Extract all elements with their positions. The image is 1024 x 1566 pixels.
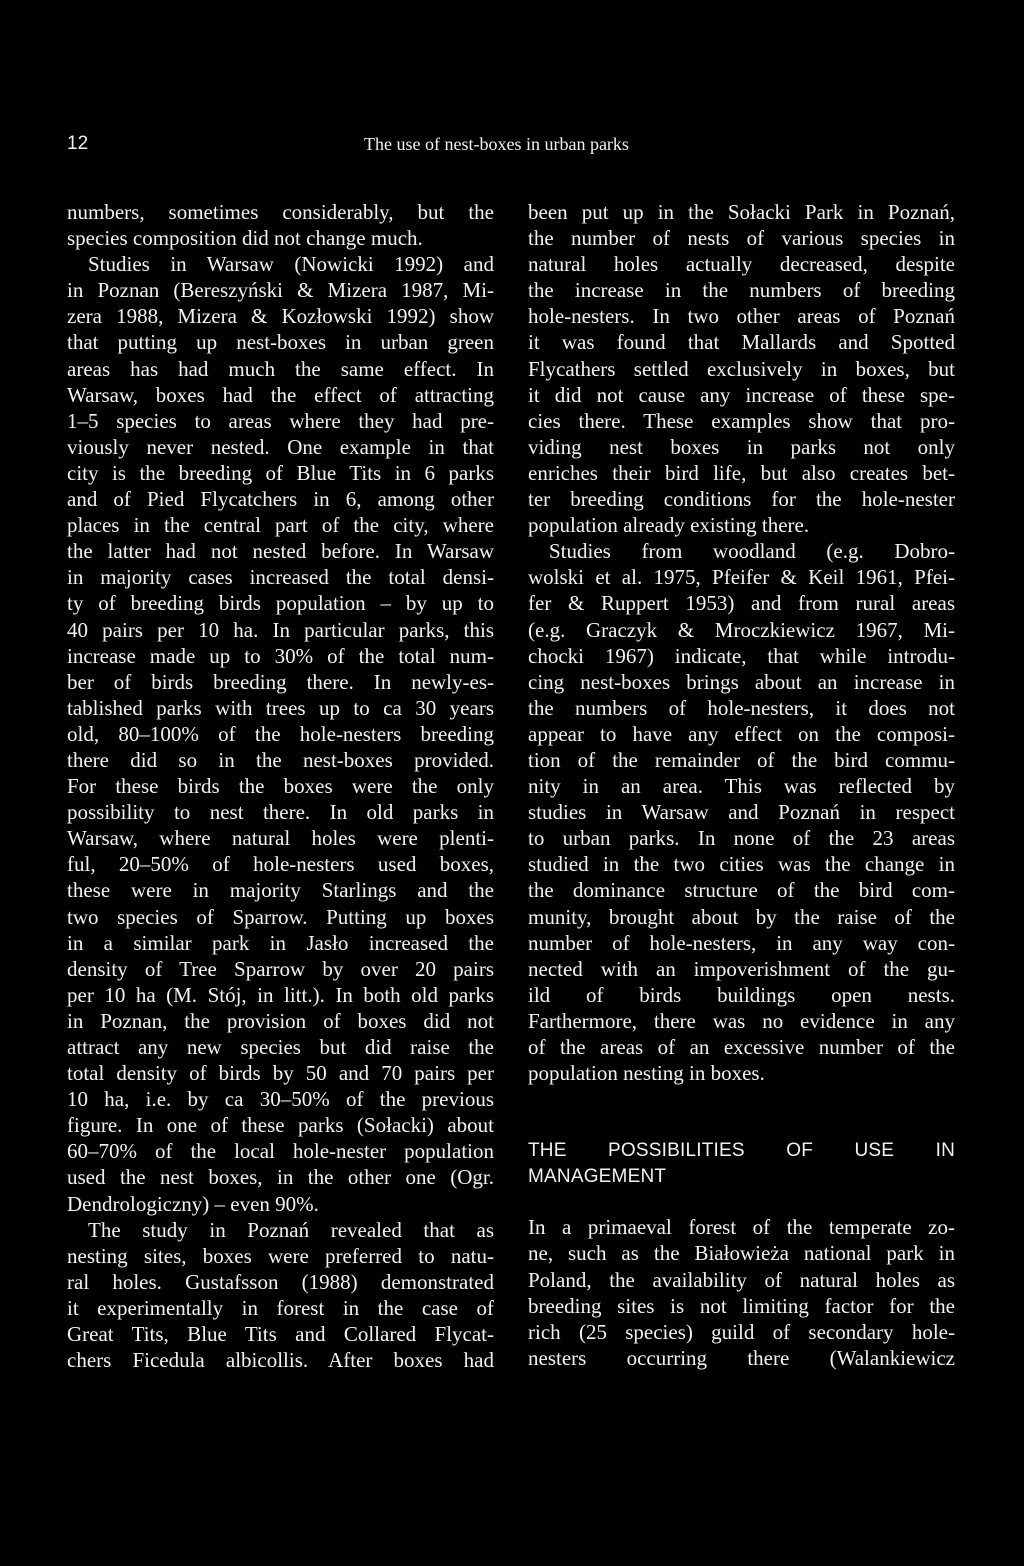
text-line: zera 1988, Mizera & Kozłowski 1992) show xyxy=(67,304,494,329)
text-line: species composition did not change much. xyxy=(67,226,423,251)
text-line: increase made up to 30% of the total num- xyxy=(67,643,494,668)
text-line: old, 80–100% of the hole-nesters breeding xyxy=(67,721,494,746)
text-line: studied in the two cities was the change in xyxy=(528,852,955,877)
text-line: Flycathers settled exclusively in boxes, but xyxy=(528,356,955,381)
section-heading-line: THE POSSIBILITIES OF USE IN xyxy=(528,1140,955,1162)
text-line: tablished parks with trees up to ca 30 years xyxy=(67,695,494,720)
text-line: in Poznan (Bereszyński & Mizera 1987, Mi- xyxy=(67,278,494,303)
text-line: Warsaw, boxes had the effect of attracting xyxy=(67,382,494,407)
text-line: hole-nesters. In two other areas of Poznań xyxy=(528,304,955,329)
text-line: attract any new species but did raise the xyxy=(67,1035,494,1059)
text-line: viding nest boxes in parks not only xyxy=(528,434,955,459)
text-line: Dendrologiczny) – even 90%. xyxy=(67,1191,319,1216)
text-line: ber of birds breeding there. In newly-es- xyxy=(67,669,494,694)
text-line: density of Tree Sparrow by over 20 pairs xyxy=(67,956,494,981)
text-line: wolski et al. 1975, Pfeifer & Keil 1961, Pfei- xyxy=(528,565,955,590)
text-line: the number of nests of various species in xyxy=(528,226,955,251)
text-line: 40 pairs per 10 ha. In particular parks, this xyxy=(67,617,494,642)
text-line: two species of Sparrow. Putting up boxes xyxy=(67,904,494,929)
right-text-column xyxy=(528,199,955,1371)
text-line: it did not cause any increase of these spe- xyxy=(528,382,955,407)
text-line: nesters occurring there (Walankiewicz xyxy=(528,1345,955,1370)
text-line: chocki 1967) indicate, that while introdu- xyxy=(528,643,955,668)
text-line: ter breeding conditions for the hole-nester xyxy=(528,487,955,512)
text-line: Warsaw, where natural holes were plenti- xyxy=(67,826,494,851)
text-line: number of hole-nesters, in any way con- xyxy=(528,930,955,955)
text-line: fer & Ruppert 1953) and from rural areas xyxy=(528,591,955,616)
page-header xyxy=(67,133,955,163)
text-line: ty of breeding birds population – by up to xyxy=(67,591,494,616)
text-line: Studies in Warsaw (Nowicki 1992) and xyxy=(88,252,494,277)
text-line: ral holes. Gustafsson (1988) demonstrated xyxy=(67,1269,494,1294)
text-line: nected with an impoverishment of the gu- xyxy=(528,956,955,981)
text-line: population already existing there. xyxy=(528,513,810,538)
text-line: possibility to nest there. In old parks in xyxy=(67,800,494,825)
text-line: to urban parks. In none of the 23 areas xyxy=(528,826,955,851)
section-heading-line: MANAGEMENT xyxy=(528,1166,667,1188)
text-line: ful, 20–50% of hole-nesters used boxes, xyxy=(67,852,494,877)
text-line: Studies from woodland (e.g. Dobro- xyxy=(549,539,955,564)
text-line: and of Pied Flycatchers in 6, among other xyxy=(67,487,494,512)
text-line: breeding sites is not limiting factor for the xyxy=(528,1293,955,1318)
text-line: studies in Warsaw and Poznań in respect xyxy=(528,800,955,825)
text-line: Farthermore, there was no evidence in any xyxy=(528,1008,955,1033)
text-line: in a similar park in Jasło increased the xyxy=(67,930,494,955)
text-line: Poland, the availability of natural holes as xyxy=(528,1267,955,1292)
text-line: 1–5 species to areas where they had pre- xyxy=(67,408,494,433)
text-line: there did so in the nest-boxes provided. xyxy=(67,747,494,772)
text-line: the latter had not nested before. In Warsaw xyxy=(67,539,494,564)
text-line: the increase in the numbers of breeding xyxy=(528,278,955,303)
text-line: population nesting in boxes. xyxy=(528,1061,765,1086)
text-line: total density of birds by 50 and 70 pairs per xyxy=(67,1061,494,1086)
text-line: been put up in the Sołacki Park in Poznań, xyxy=(528,200,955,224)
left-text-column xyxy=(67,199,494,1373)
text-line: 60–70% of the local hole-nester population xyxy=(67,1139,494,1164)
text-line: (e.g. Graczyk & Mroczkiewicz 1967, Mi- xyxy=(528,617,955,642)
text-line: cing nest-boxes brings about an increase in xyxy=(528,669,955,694)
text-line: munity, brought about by the raise of the xyxy=(528,904,955,929)
text-line: For these birds the boxes were the only xyxy=(67,774,494,799)
text-line: in majority cases increased the total densi- xyxy=(67,565,494,590)
text-line: places in the central part of the city, where xyxy=(67,513,494,538)
text-line: of the areas of an excessive number of the xyxy=(528,1035,955,1059)
text-line: ild of birds buildings open nests. xyxy=(528,982,955,1007)
text-line: the numbers of hole-nesters, it does not xyxy=(528,695,955,720)
text-line: numbers, sometimes considerably, but the xyxy=(67,200,494,224)
text-line: per 10 ha (M. Stój, in litt.). In both old parks xyxy=(67,982,494,1007)
text-line: city is the breeding of Blue Tits in 6 parks xyxy=(67,460,494,485)
text-line: enriches their bird life, but also creates bet- xyxy=(528,460,955,485)
text-line: rich (25 species) guild of secondary hole- xyxy=(528,1319,955,1344)
text-line: it experimentally in forest in the case of xyxy=(67,1295,494,1320)
text-line: appear to have any effect on the composi- xyxy=(528,721,955,746)
text-line: tion of the remainder of the bird commu- xyxy=(528,747,955,772)
text-line: chers Ficedula albicollis. After boxes had xyxy=(67,1348,494,1373)
text-line: In a primaeval forest of the temperate zo- xyxy=(528,1215,955,1240)
running-title: The use of nest-boxes in urban parks xyxy=(364,134,629,154)
text-line: these were in majority Starlings and the xyxy=(67,878,494,903)
text-line: nesting sites, boxes were preferred to natu- xyxy=(67,1243,494,1268)
text-line: it was found that Mallards and Spotted xyxy=(528,330,955,355)
text-line: that putting up nest-boxes in urban green xyxy=(67,330,494,355)
page-number: 12 xyxy=(67,133,89,154)
text-line: areas has had much the same effect. In xyxy=(67,356,494,381)
text-line: figure. In one of these parks (Sołacki) about xyxy=(67,1113,494,1138)
text-line: The study in Poznań revealed that as xyxy=(88,1217,494,1242)
text-line: used the nest boxes, in the other one (Ogr. xyxy=(67,1165,494,1190)
text-line: ne, such as the Białowieża national park in xyxy=(528,1241,955,1266)
text-line: cies there. These examples show that pro- xyxy=(528,408,955,433)
text-line: 10 ha, i.e. by ca 30–50% of the previous xyxy=(67,1087,494,1112)
text-line: nity in an area. This was reflected by xyxy=(528,774,955,799)
text-line: natural holes actually decreased, despite xyxy=(528,252,955,277)
text-line: the dominance structure of the bird com- xyxy=(528,878,955,903)
text-line: viously never nested. One example in that xyxy=(67,434,494,459)
text-line: in Poznan, the provision of boxes did not xyxy=(67,1008,494,1033)
text-line: Great Tits, Blue Tits and Collared Flycat- xyxy=(67,1322,494,1347)
